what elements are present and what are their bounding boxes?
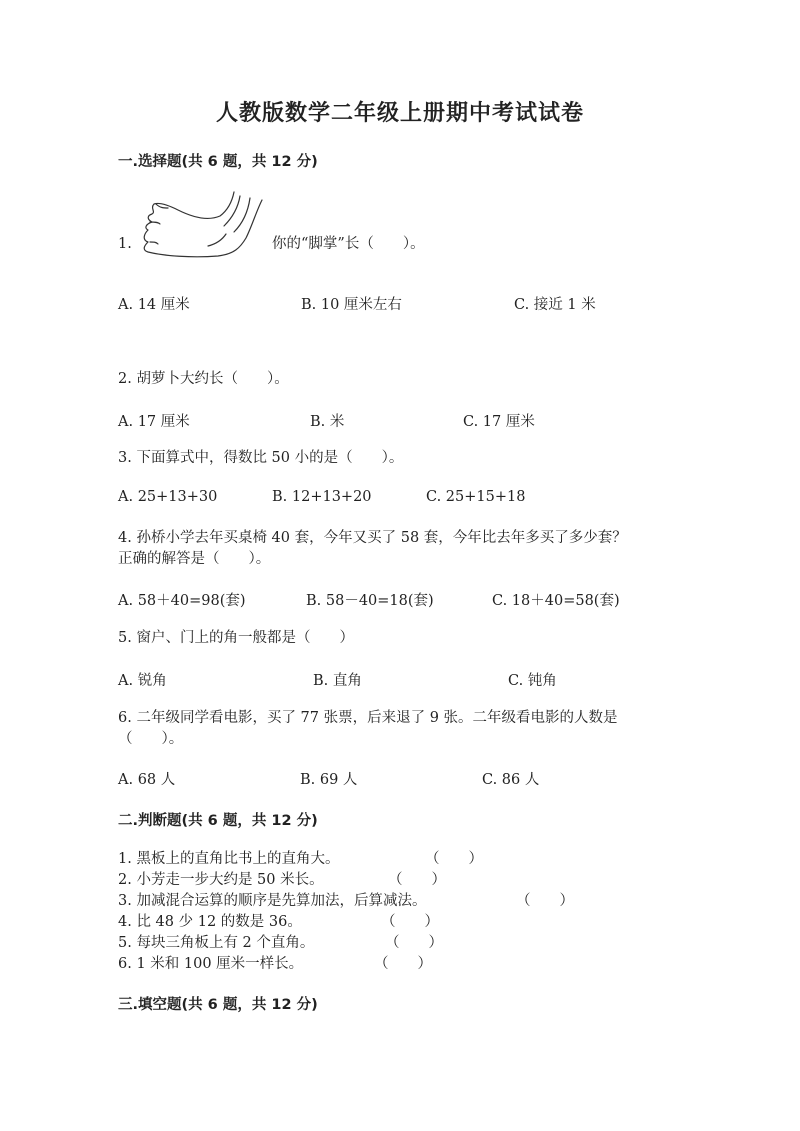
foot-sketch-image	[134, 186, 270, 266]
question-text-line-2: （ ）。	[118, 731, 184, 747]
option-c: C. 17 厘米	[463, 414, 535, 430]
page-title: 人教版数学二年级上册期中考试试卷	[215, 101, 584, 126]
question-text-line-1: 6. 二年级同学看电影，买了 77 张票，后来退了 9 张。二年级看电影的人数是	[118, 710, 618, 726]
option-b: B. 69 人	[300, 772, 358, 788]
judge-question: 2. 小芳走一步大约是 50 米长。	[118, 872, 324, 888]
answer-blank: （ ）	[374, 956, 432, 972]
answer-blank: （ ）	[516, 893, 574, 909]
question-text: 你的“脚掌”长（ ）。	[272, 236, 425, 252]
answer-blank: （ ）	[388, 872, 446, 888]
section-heading-fill: 三.填空题(共 6 题，共 12 分)	[118, 997, 318, 1013]
option-c: C. 钝角	[508, 673, 557, 689]
question-text: 5. 窗户、门上的角一般都是（ ）	[118, 630, 354, 646]
judge-question: 6. 1 米和 100 厘米一样长。	[118, 956, 304, 972]
option-b: B. 12+13+20	[272, 489, 372, 505]
question-text-line-2: 正确的解答是（ ）。	[118, 551, 271, 567]
option-a: A. 25+13+30	[118, 489, 218, 505]
option-a: A. 58＋40=98(套)	[118, 593, 246, 609]
option-c: C. 25+15+18	[426, 489, 526, 505]
option-a: A. 14 厘米	[118, 297, 190, 313]
section-heading-choice: 一.选择题(共 6 题，共 12 分)	[118, 154, 318, 170]
option-b: B. 直角	[313, 673, 362, 689]
option-c: C. 18＋40=58(套)	[492, 593, 620, 609]
question-text-line-1: 4. 孙桥小学去年买桌椅 40 套，今年又买了 58 套，今年比去年多买了多少套？	[118, 530, 627, 546]
answer-blank: （ ）	[385, 935, 443, 951]
judge-question: 5. 每块三角板上有 2 个直角。	[118, 935, 315, 951]
question-text: 3. 下面算式中，得数比 50 小的是（ ）。	[118, 450, 404, 466]
judge-question: 3. 加减混合运算的顺序是先算加法，后算减法。	[118, 893, 427, 909]
option-a: A. 17 厘米	[118, 414, 190, 430]
option-b: B. 10 厘米左右	[301, 297, 402, 313]
question-text: 2. 胡萝卜大约长（ ）。	[118, 371, 289, 387]
option-a: A. 68 人	[118, 772, 176, 788]
option-b: B. 米	[310, 414, 345, 430]
question-number: 1.	[118, 236, 132, 252]
judge-question: 4. 比 48 少 12 的数是 36。	[118, 914, 302, 930]
answer-blank: （ ）	[425, 851, 483, 867]
judge-question: 1. 黑板上的直角比书上的直角大。	[118, 851, 340, 867]
answer-blank: （ ）	[381, 914, 439, 930]
option-a: A. 锐角	[118, 673, 167, 689]
option-c: C. 86 人	[482, 772, 540, 788]
option-c: C. 接近 1 米	[514, 297, 596, 313]
section-heading-judge: 二.判断题(共 6 题，共 12 分)	[118, 813, 318, 829]
option-b: B. 58－40=18(套)	[306, 593, 434, 609]
